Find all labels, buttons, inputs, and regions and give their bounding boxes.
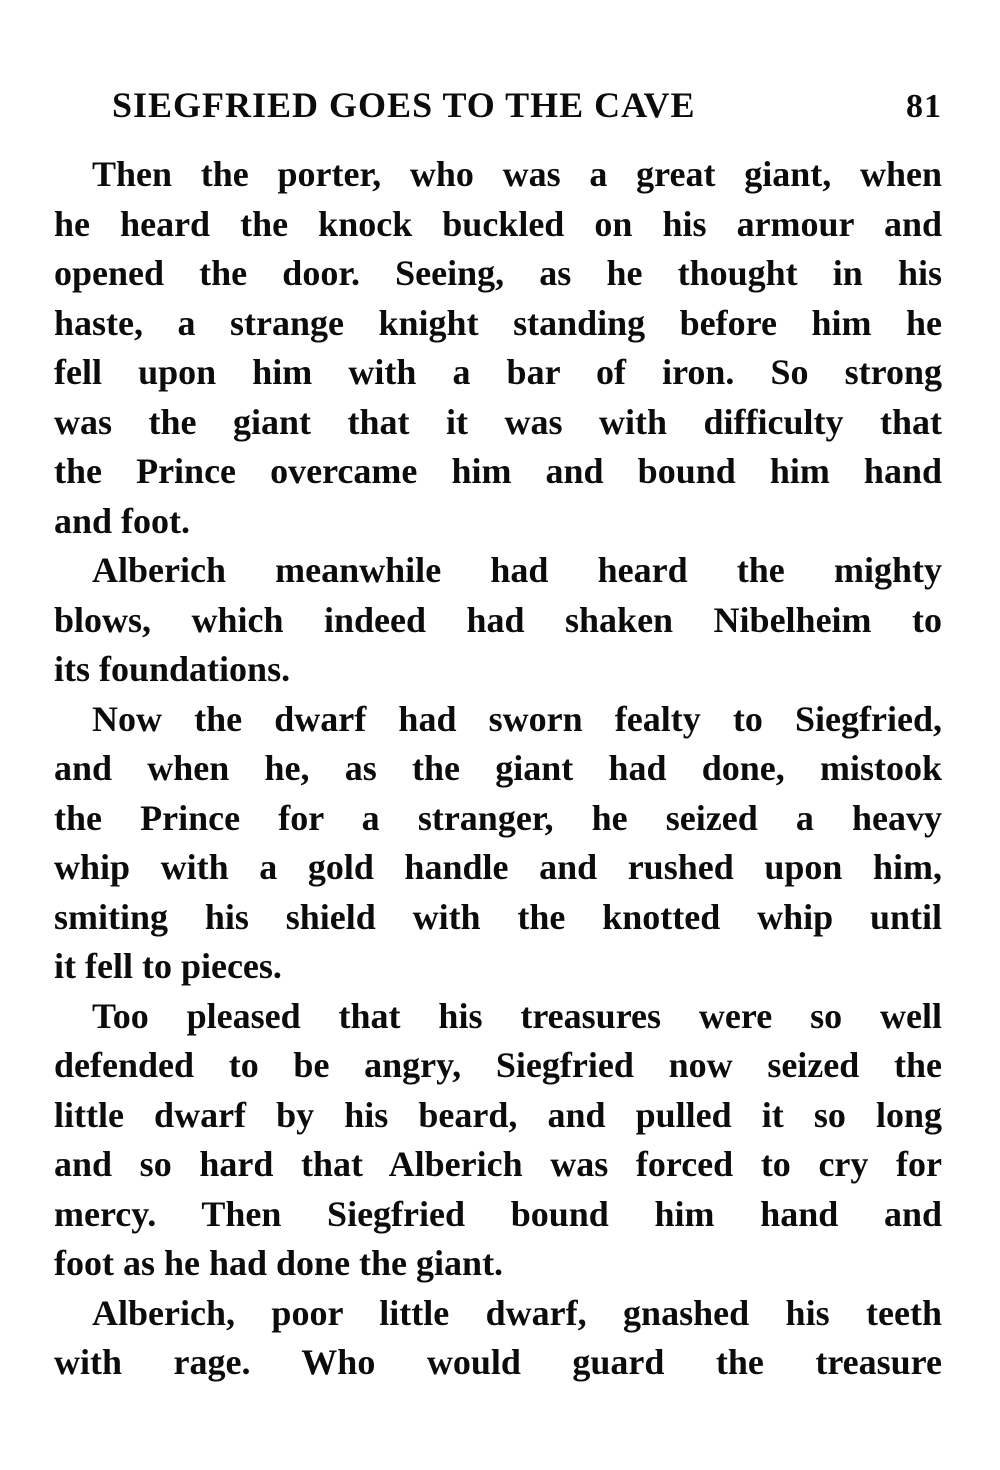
running-head bbox=[112, 84, 942, 140]
text-line: Now the dwarf had sworn fealty to Siegfried, bbox=[92, 698, 942, 739]
text-line: defended to be angry, Siegfried now seized the bbox=[54, 1045, 942, 1085]
text-line: he heard the knock buckled on his armour and bbox=[54, 203, 942, 244]
text-line: opened the door. Seeing, as he thought in his bbox=[54, 253, 942, 293]
text-line: mercy. Then Siegfried bound him hand and bbox=[54, 1193, 942, 1234]
paragraph bbox=[54, 546, 942, 695]
text-line: and when he, as the giant had done, mistook bbox=[54, 748, 942, 788]
text-line: Then the porter, who was a great giant, when bbox=[92, 154, 942, 194]
body-text bbox=[54, 150, 942, 1388]
text-line: its foundations. bbox=[54, 649, 291, 689]
text-line: it fell to pieces. bbox=[54, 946, 282, 986]
text-line: fell upon him with a bar of iron. So strong bbox=[54, 352, 942, 392]
text-line: and foot. bbox=[54, 500, 191, 541]
text-line: haste, a strange knight standing before him he bbox=[54, 302, 942, 343]
paragraph bbox=[54, 1289, 942, 1388]
paragraph bbox=[54, 992, 942, 1289]
page-number: 81 bbox=[906, 88, 942, 125]
text-line: foot as he had done the giant. bbox=[54, 1243, 504, 1283]
text-line: Too pleased that his treasures were so well bbox=[92, 995, 942, 1036]
text-line: the Prince overcame him and bound him hand bbox=[54, 451, 942, 491]
text-line: with rage. Who would guard the treasure bbox=[54, 1342, 942, 1382]
text-line: the Prince for a stranger, he seized a heavy bbox=[54, 797, 942, 838]
text-line: whip with a gold handle and rushed upon him, bbox=[54, 847, 942, 887]
text-line: blows, which indeed had shaken Nibelheim to bbox=[54, 599, 942, 640]
text-line: was the giant that it was with difficulty that bbox=[54, 401, 942, 442]
running-title: SIEGFRIED GOES TO THE CAVE bbox=[112, 85, 696, 125]
text-line: and so hard that Alberich was forced to cry for bbox=[54, 1144, 942, 1184]
text-line: little dwarf by his beard, and pulled it so long bbox=[54, 1094, 942, 1135]
paragraph bbox=[54, 150, 942, 546]
text-line: Alberich meanwhile had heard the mighty bbox=[92, 550, 942, 590]
paragraph bbox=[54, 695, 942, 992]
text-line: smiting his shield with the knotted whip until bbox=[54, 896, 942, 937]
text-line: Alberich, poor little dwarf, gnashed his teeth bbox=[92, 1292, 942, 1333]
